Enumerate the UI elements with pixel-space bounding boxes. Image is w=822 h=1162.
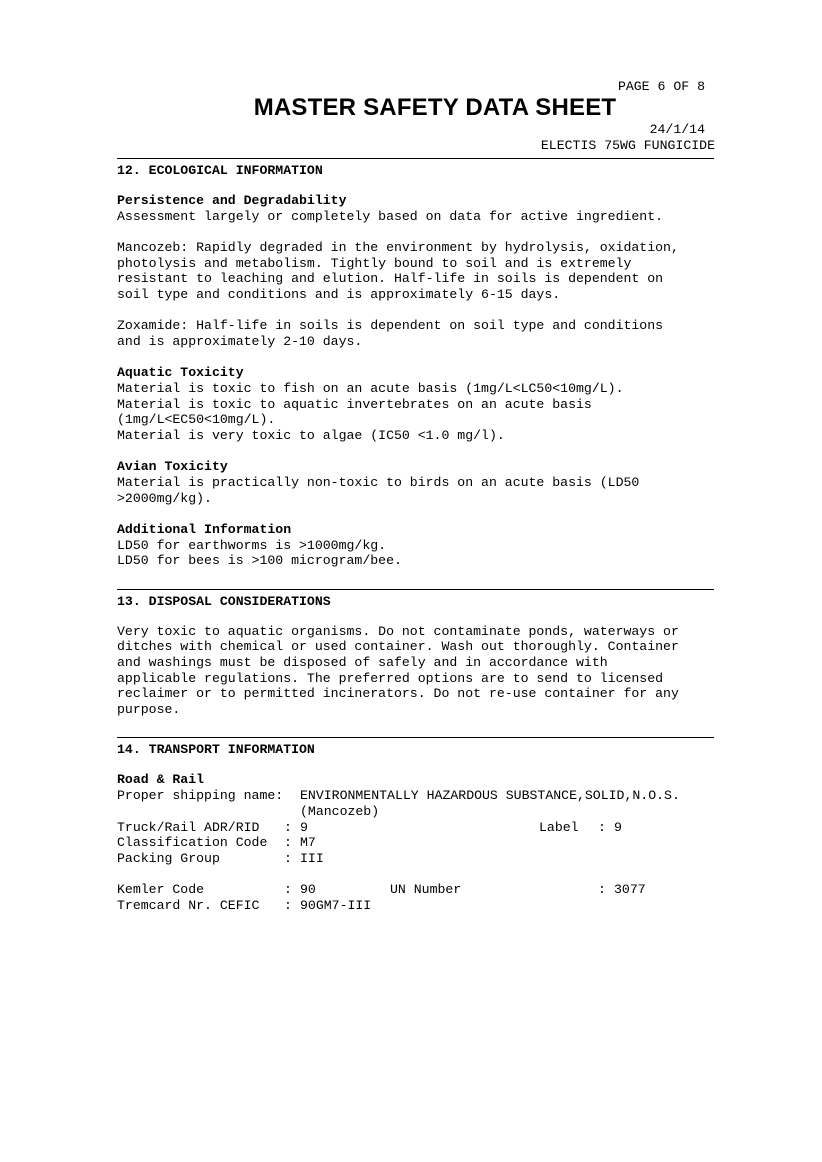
aquatic-text: Material is toxic to fish on an acute basis (1mg/L<LC50<10mg/L). xyxy=(117,380,624,396)
document-title: MASTER SAFETY DATA SHEET xyxy=(253,94,617,121)
aquatic-text: Material is toxic to aquatic invertebrates on an acute basis xyxy=(117,396,592,412)
packing-group-label: Packing Group xyxy=(117,850,220,866)
document-date: 24/1/14 xyxy=(649,122,705,137)
page-number: PAGE 6 OF 8 xyxy=(617,79,705,94)
persistence-text: Assessment largely or completely based on data for active ingredient. xyxy=(117,209,664,224)
colon: : xyxy=(284,850,292,866)
label-value: 9 xyxy=(614,819,622,835)
tremcard-label: Tremcard Nr. CEFIC xyxy=(117,897,260,913)
additional-text: LD50 for bees is >100 microgram/bee. xyxy=(117,553,402,569)
kemler-value: 90 xyxy=(300,882,316,897)
colon: : xyxy=(284,819,292,835)
disposal-text: applicable regulations. The preferred options are to send to licensed xyxy=(117,670,664,686)
section-divider xyxy=(117,737,714,738)
road-rail-heading: Road & Rail xyxy=(117,772,205,788)
tremcard-row xyxy=(117,898,714,914)
shipping-name-value-cont: (Mancozeb) xyxy=(300,804,380,820)
avian-toxicity-heading: Avian Toxicity xyxy=(117,458,228,474)
packing-group-value: III xyxy=(300,850,324,866)
mancozeb-text: photolysis and metabolism. Tightly bound to soil and is extremely xyxy=(117,255,632,271)
mancozeb-text: Mancozeb: Rapidly degraded in the environment by hydrolysis, oxidation, xyxy=(117,240,679,256)
shipping-name-value: ENVIRONMENTALLY HAZARDOUS SUBSTANCE,SOLID,N.O.S. xyxy=(300,788,680,804)
disposal-text: purpose. xyxy=(117,701,181,717)
zoxamide-text: and is approximately 2-10 days. xyxy=(117,333,363,349)
shipping-name-row xyxy=(117,788,714,804)
product-name: ELECTIS 75WG FUNGICIDE xyxy=(540,138,715,153)
shipping-name-label: Proper shipping name: xyxy=(117,788,284,804)
mancozeb-text: soil type and conditions and is approximately 6-15 days. xyxy=(117,286,561,302)
additional-info-heading: Additional Information xyxy=(117,521,292,537)
disposal-text: Very toxic to aquatic organisms. Do not contaminate ponds, waterways or xyxy=(117,623,679,639)
colon: : xyxy=(284,835,292,851)
classification-value: M7 xyxy=(300,835,316,851)
kemler-label: Kemler Code xyxy=(117,882,205,897)
section-14-heading: 14. TRANSPORT INFORMATION xyxy=(117,742,315,758)
disposal-text: and washings must be disposed of safely and in accordance with xyxy=(117,655,608,671)
avian-text: Material is practically non-toxic to birds on an acute basis (LD50 xyxy=(117,474,640,490)
aquatic-text: (1mg/L<EC50<10mg/L). xyxy=(117,412,276,428)
document-body xyxy=(117,158,714,913)
mancozeb-text: resistant to leaching and elution. Half-life in soils is dependent on xyxy=(117,271,664,287)
avian-text: >2000mg/kg). xyxy=(117,490,212,506)
section-divider xyxy=(117,158,714,159)
disposal-text: reclaimer or to permitted incinerators. Do not re-use container for any xyxy=(117,686,679,702)
un-number-label: UN Number xyxy=(390,882,462,897)
section-divider xyxy=(117,589,714,590)
zoxamide-text: Zoxamide: Half-life in soils is dependent on soil type and conditions xyxy=(117,318,664,334)
tremcard-value: 90GM7-III xyxy=(300,897,372,913)
aquatic-text: Material is very toxic to algae (IC50 <1.0 mg/l). xyxy=(117,427,505,443)
truck-rail-value: 9 xyxy=(300,819,308,835)
colon: : xyxy=(598,819,606,835)
shipping-name-row-cont xyxy=(117,804,714,820)
section-13-heading: 13. DISPOSAL CONSIDERATIONS xyxy=(117,593,331,609)
section-12-heading: 12. ECOLOGICAL INFORMATION xyxy=(117,163,323,178)
truck-rail-label: Truck/Rail ADR/RID xyxy=(117,819,260,835)
aquatic-toxicity-heading: Aquatic Toxicity xyxy=(117,364,244,380)
un-number-value: 3077 xyxy=(614,882,646,897)
colon: : xyxy=(284,897,292,913)
classification-label: Classification Code xyxy=(117,835,268,851)
kemler-row xyxy=(117,882,714,898)
persistence-heading: Persistence and Degradability xyxy=(117,193,347,208)
classification-row xyxy=(117,835,714,851)
colon: : xyxy=(284,882,292,897)
packing-group-row xyxy=(117,851,714,867)
disposal-text: ditches with chemical or used container. Wash out thoroughly. Container xyxy=(117,639,679,655)
truck-rail-row xyxy=(117,820,714,836)
additional-text: LD50 for earthworms is >1000mg/kg. xyxy=(117,537,387,553)
colon: : xyxy=(598,882,606,897)
label-label: Label xyxy=(539,819,579,835)
